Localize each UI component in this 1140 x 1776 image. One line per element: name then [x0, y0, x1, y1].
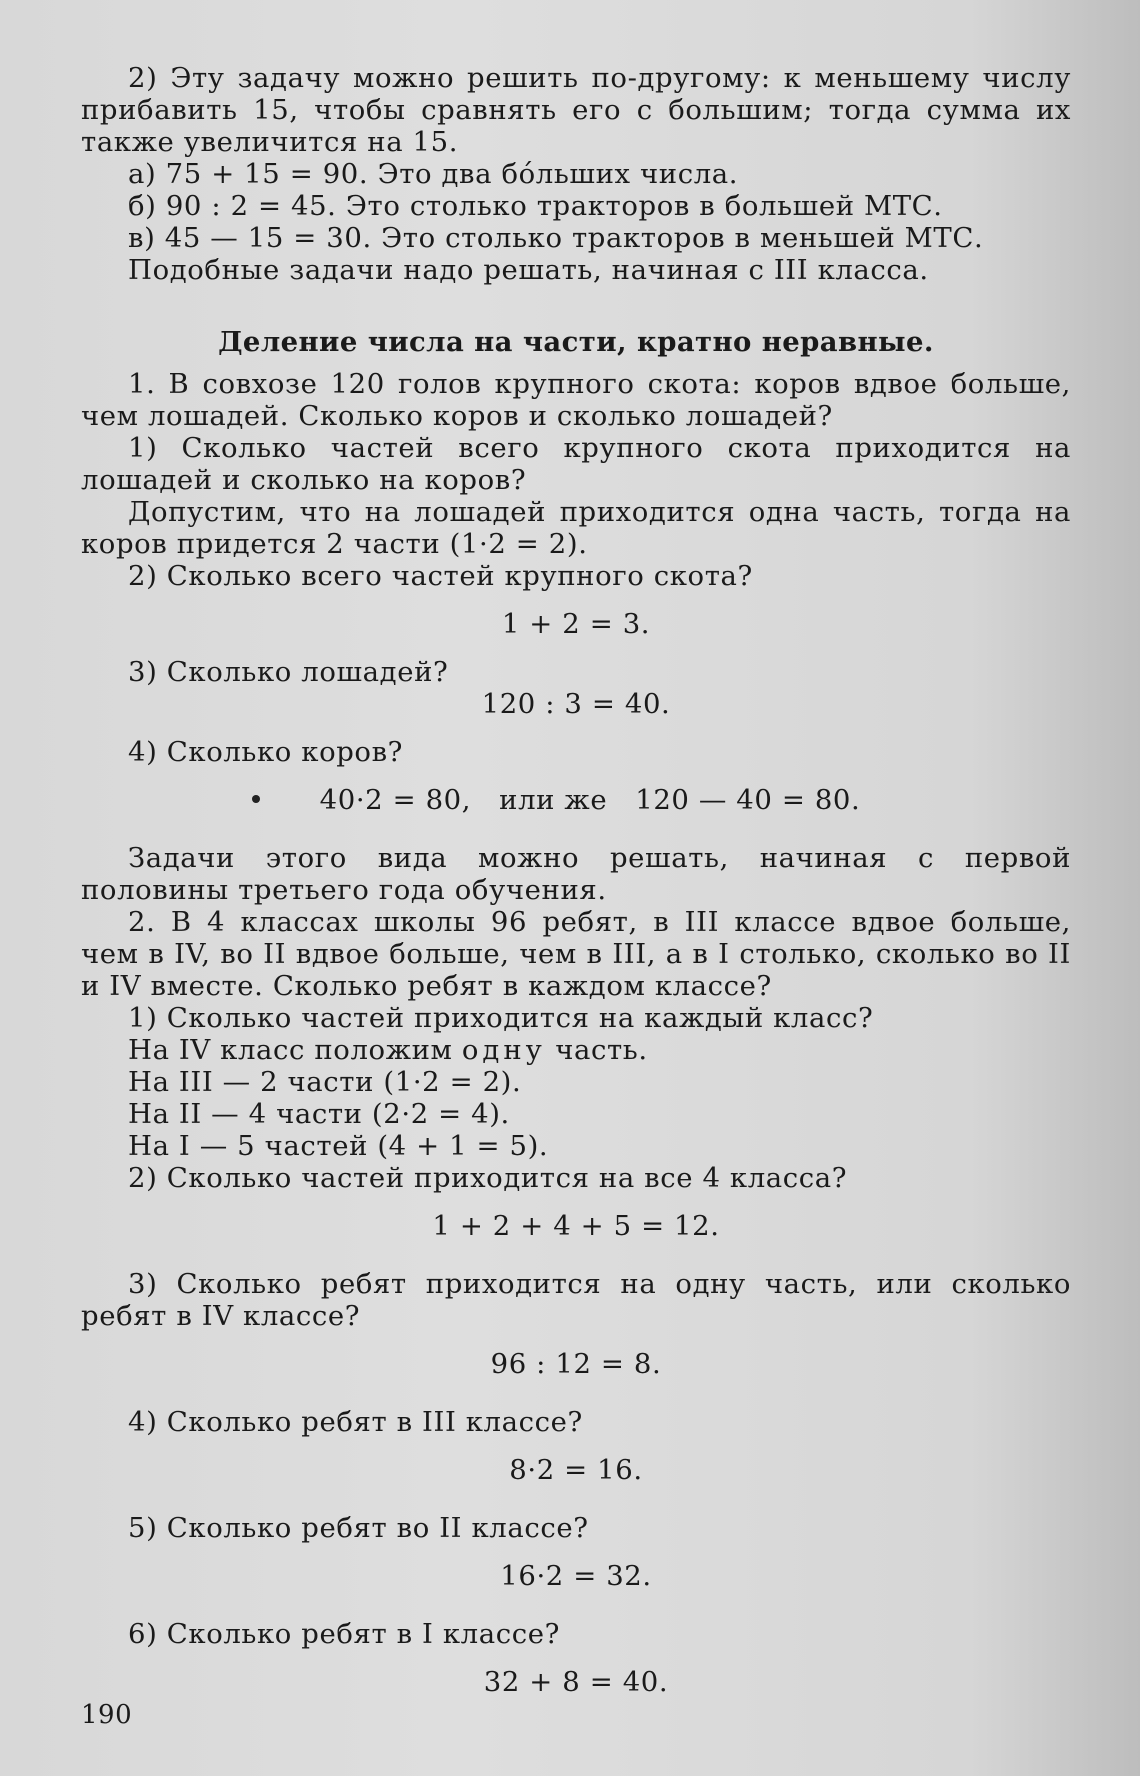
paragraph-alt-solution: 2) Эту задачу можно решить по-другому: к меньшему числу прибавить 15, чтобы сравнять его с большим; тогда сумма их также увеличится на 15. — [81, 62, 1071, 158]
step-c: в) 45 — 15 = 30. Это столько тракторов в меньшей МТС. — [128, 222, 984, 254]
page-content — [81, 62, 1071, 1698]
step-a: а) 75 + 15 = 90. Это два бо́льших числа. — [128, 158, 739, 190]
section-heading: Деление числа на части, кратно неравные. — [218, 326, 934, 358]
task-2-formula-6: 32 + 8 = 40. — [483, 1666, 669, 1698]
page-number: 190 — [81, 1700, 133, 1730]
step-b: б) 90 : 2 = 45. Это столько тракторов в большей МТС. — [128, 190, 943, 222]
task-1-formula-4 — [81, 784, 1071, 816]
task-2-question-3: 3) Сколько ребят приходится на одну часть, или сколько ребят в IV классе? — [81, 1268, 1071, 1332]
task-2-line-i: На I — 5 частей (4 + 1 = 5). — [128, 1130, 549, 1162]
task-2-formula-5: 16·2 = 32. — [500, 1560, 652, 1592]
task-1-formula-2: 1 + 2 = 3. — [501, 608, 651, 640]
task-2-formula-3: 96 : 12 = 8. — [490, 1348, 662, 1380]
task-2-formula-4: 8·2 = 16. — [509, 1454, 643, 1486]
task-2-question-4: 4) Сколько ребят в III классе? — [128, 1406, 583, 1438]
note-grade-three: Подобные задачи надо решать, начиная с III класса. — [128, 254, 929, 286]
formula-4-second: 120 — 40 = 80. — [635, 784, 861, 816]
note-third-year: Задачи этого вида можно решать, начиная с первой половины третьего года обучения. — [81, 842, 1071, 906]
task-1-question-2: 2) Сколько всего частей крупного скота? — [128, 560, 753, 592]
task-1-question-4: 4) Сколько коров? — [128, 736, 404, 768]
task-2-line-iii: На III — 2 части (1·2 = 2). — [128, 1066, 522, 1098]
task-1-assumption: Допустим, что на лошадей приходится одна часть, тогда на коров придется 2 части (1·2 = 2). — [81, 496, 1071, 560]
line-iv-post: часть. — [555, 1034, 648, 1066]
bullet-dot — [252, 795, 260, 803]
line-iv-emphasis: одну — [461, 1034, 546, 1066]
line-iv-pre: На IV класс положим — [128, 1034, 453, 1066]
task-1-formula-3: 120 : 3 = 40. — [481, 688, 671, 720]
task-1-question-3: 3) Сколько лошадей? — [128, 656, 449, 688]
task-2-question-2: 2) Сколько частей приходится на все 4 класса? — [128, 1162, 848, 1194]
formula-4-first: 40·2 = 80, — [319, 784, 472, 816]
task-2-question-6: 6) Сколько ребят в I классе? — [128, 1618, 560, 1650]
task-2-question-5: 5) Сколько ребят во II классе? — [128, 1512, 589, 1544]
task-1-statement: 1. В совхозе 120 голов крупного скота: коров вдвое больше, чем лошадей. Сколько коров и сколько лошадей? — [81, 368, 1071, 432]
task-2-line-iv — [81, 1034, 1071, 1066]
task-1-question-1: 1) Сколько частей всего крупного скота приходится на лошадей и сколько на коров? — [81, 432, 1071, 496]
task-2-formula-2: 1 + 2 + 4 + 5 = 12. — [432, 1210, 720, 1242]
task-2-question-1: 1) Сколько частей приходится на каждый класс? — [128, 1002, 874, 1034]
formula-4-or: или же — [499, 784, 608, 816]
task-2-statement: 2. В 4 классах школы 96 ребят, в III классе вдвое больше, чем в IV, во II вдвое больше, чем в III, а в I столько, сколько во II и IV вместе. Сколько ребят в каждом классе? — [81, 906, 1071, 1002]
task-2-line-ii: На II — 4 части (2·2 = 4). — [128, 1098, 510, 1130]
